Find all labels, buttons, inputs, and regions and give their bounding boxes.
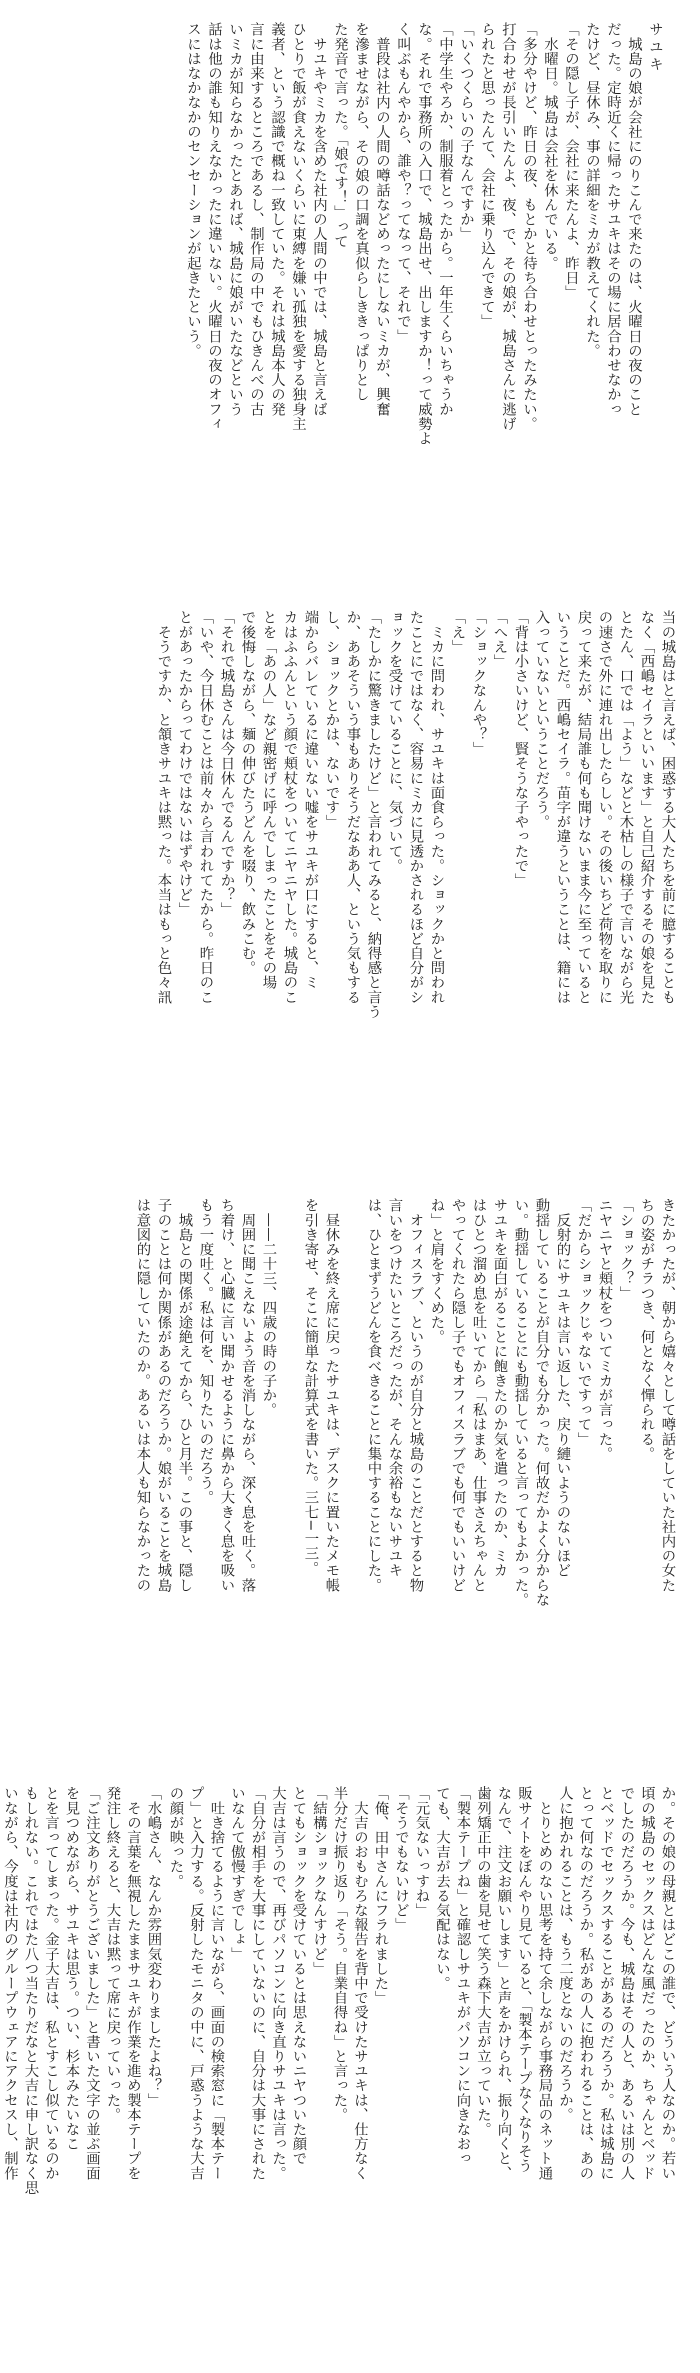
- text-column: 大吉のおもむろな報告を背中で受けたサユキは、仕方なく: [352, 1786, 368, 2181]
- text-column: 「中学生やろか、制服着とったから。一年生くらいちゃうか: [437, 22, 453, 417]
- text-column: その言葉を無視したままサユキが作業を進め製本テープを: [125, 1786, 141, 2181]
- text-column: [342, 1198, 362, 1778]
- story-title: サユキ: [647, 22, 663, 75]
- text-column: 「水嶋さん、なんか雰囲気変わりましたよね？」: [145, 1786, 162, 2108]
- text-column: はひとつ溜め息を吐いてから「私はまあ、仕事さえちゃんと: [470, 1198, 487, 1593]
- text-column: し、ショックとかは、ないです」: [323, 610, 340, 829]
- text-column: 「元気ないっすね」: [413, 1786, 430, 1918]
- text-column: 「自分が相手を大事にしていないのに、自分は大事にされた: [249, 1786, 266, 2181]
- text-column: でしたのだろうか。今も、城島はその人と、あるいは別の人: [618, 1786, 635, 2181]
- text-column: 頃の城島のセックスはどんな風だったのか、ちゃんとベッド: [639, 1786, 655, 2181]
- text-column: 動揺していることが自分でも分かった。何故だかよく分からな: [533, 1198, 550, 1607]
- text-column: カはふふんという顔で頬杖をついてニヤニヤした。城島のこ: [281, 610, 298, 1005]
- text-column: 「結構ショックなんすけど」: [311, 1786, 327, 1976]
- text-column: オフィスラブ、というのが自分と城島のことだとすると物: [407, 1198, 424, 1593]
- text-column: 人に抱かれることは、もう二度とないのだろうか。: [557, 1786, 573, 2122]
- text-column: とベッドでセックスすることがあるのだろうか。私は城島に: [598, 1786, 614, 2181]
- text-column: 反射的にサユキは言い返した、戻り縺いようのないほど: [554, 1198, 571, 1578]
- text-column: いなんて傲慢すぎでしょ」: [229, 1786, 245, 1962]
- text-column: 「へえ」: [491, 610, 508, 669]
- text-column: だった。定時近くに帰ったサユキはその場に居合わせなかっ: [605, 22, 621, 417]
- text-column: やってくれたら隠し子でもオフィスラブでも何でもいいけど: [449, 1198, 466, 1593]
- text-column: たけど、昼休み、事の詳細をミカが教えてくれた。: [584, 22, 600, 358]
- text-column: 「たしかに驚きましたけど」と言われてみると、納得感と言う: [365, 610, 382, 1019]
- text-column: 普段は社内の人間の噂話などめったにしないミカが、興奮: [374, 22, 390, 417]
- text-column: きたかったが、朝から嬉々として噂話をしていた社内の女た: [659, 1198, 676, 1593]
- text-column: い。動揺していることにも動揺していると言ってもよかった。: [512, 1198, 529, 1607]
- text-column: ニヤニヤと頬杖をついてミカが言った。: [596, 1198, 613, 1461]
- text-column: 「ショックなんや？」: [470, 610, 487, 756]
- text-column: ね」と肩をすくめた。: [428, 1198, 445, 1344]
- text-column: 「俺、田中さんにフラれました」: [372, 1786, 389, 2005]
- text-column: 水曜日。城島は会社を休んでいる。: [542, 22, 558, 271]
- text-column: 大吉は言うので、再びパソコンに向き直りサユキは言った。: [270, 1786, 286, 2181]
- text-column: 話は他の誰も知りえなかったに違いない。火曜日の夜のオフィ: [206, 22, 222, 431]
- text-column: で後悔しながら、麺の伸びたうどんを啜り、飲みこむ。: [239, 610, 256, 975]
- text-column: 「背は小さいけど、賢そうな子やったで」: [512, 610, 529, 888]
- text-column: 城島との関係が途絶えてから、ひと月半。この事と、隠し: [176, 1198, 193, 1593]
- text-block-1: [0, 22, 700, 602]
- text-column: たことにではなく、容易にミカに見透かされるほど自分がシ: [407, 610, 424, 1005]
- text-column: 「その隠し子が、会社に来たんよ、昨日」: [563, 22, 579, 300]
- text-column: いうことだ。西嶋セイラ。苗字が違うということは、籍には: [554, 610, 571, 1005]
- text-column: 戻って来たが、結局誰も何も聞けないまま今に至っていると: [575, 610, 592, 1005]
- text-column: ても、大吉が去る気配はない。: [434, 1786, 450, 1991]
- text-column: 端からバレているに違いない嘘をサユキが口にすると、ミ: [302, 610, 319, 990]
- text-column: は、ひとまずうどんを食べきることに集中することにした。: [365, 1198, 382, 1593]
- text-column: なんで、注文お願いします」と声をかけられ、振り向くと、: [495, 1786, 512, 2181]
- text-column: は意図的に隠していたのか。あるいは本人も知らなかったの: [134, 1198, 151, 1593]
- text-column: か。その娘の母親とはどこの誰で、どういう人なのか。若い: [659, 1786, 676, 2181]
- text-column: いミカが知らなかったとあれば、城島に娘がいたなどという: [227, 22, 243, 417]
- text-column: 「ショック？」: [617, 1198, 634, 1301]
- text-column: か、ああそういう事もありそうだなああ人、という気もする: [344, 610, 361, 1005]
- text-column: 言に由来するところであるし、制作局の中でもひきんべの古: [248, 22, 264, 417]
- text-column: とを「あの人」など親密げに呼んでしまったことをその場: [260, 610, 277, 990]
- text-column: 打合わせが長引いたんよ、夜、で、その娘が、城島さんに逃げ: [500, 22, 516, 431]
- text-column: られたと思ったんて、会社に乗り込んできて」: [479, 22, 495, 329]
- text-column: く叫ぶもんやから、誰や？ってなって、それで」: [395, 22, 411, 344]
- text-column: 義者、という認識で概ね一致していた。それは城島本人の発: [269, 22, 285, 417]
- text-column: とって何なのだろうか。私があの人に抱われることは、あの: [577, 1786, 594, 2181]
- text-block-3: [0, 1198, 700, 1778]
- text-column: 歯列矯正中の歯を見せて笑う森下大吉が立っていた。: [475, 1786, 491, 2137]
- text-column: 吐き捨てるように言いながら、画面の検索窓に「製本テー: [208, 1786, 225, 2181]
- text-column: な。それで事務所の入口で、城島出せ、出しますか！って威勢よ: [416, 22, 432, 446]
- text-column: とりとめのない思考を持て余しながら事務局品のネット通: [536, 1786, 553, 2181]
- text-column: そうですか、と頷きサユキは黙った。本当はもっと色々訊: [155, 610, 172, 1005]
- text-column: プ」と入力する。反射したモニタの中に、戸惑うような大吉: [188, 1786, 204, 2181]
- text-column: 発注し終えると、大吉は黙って席に戻っていった。: [104, 1786, 121, 2122]
- text-column: 昼休みを終え席に戻ったサユキは、デスクに置いたメモ帳: [323, 1198, 340, 1593]
- text-column: 子のことは何か関係があるのだろうか。娘がいることを城島: [155, 1198, 172, 1593]
- text-column: 「いや、今日休むことは前々から言われてたから。昨日のこ: [197, 610, 214, 1005]
- text-column: ——二十三、四歳の時の子か。: [260, 1198, 277, 1417]
- text-column: サユキやミカを含めた社内の人間の中では、城島と言えば: [311, 22, 327, 417]
- text-column: 「ご注文ありがとうございました」と書いた文字の並ぶ画面: [84, 1786, 100, 2181]
- text-column: の顔が映った。: [167, 1786, 184, 1889]
- text-column: 半分だけ振り返り「そう。自業自得ね」と言った。: [331, 1786, 348, 2122]
- text-column: もう一度吐く。私は何を、知りたいのだろう。: [197, 1198, 214, 1505]
- text-column: なく「西嶋セイラといいます」と自己紹介するその娘を見た: [638, 610, 655, 1005]
- text-column: 入っていないということだろう。: [533, 610, 550, 829]
- text-column: を引き寄せ、そこに簡単な計算式を書いた。三七−一三。: [302, 1198, 319, 1576]
- text-column: 言いをつけたいところだったが、そんな余裕もないサユキ: [386, 1198, 403, 1578]
- text-column: 「製本テープね」と確認しサユキがパソコンに向きなおっ: [454, 1786, 471, 2166]
- text-column: とてもショックを受けているとは思えないニヤついた顔で: [290, 1786, 307, 2166]
- text-column: を滲ませながら、その娘の口調を真似らしききっぱりとし: [353, 22, 369, 402]
- text-column: 販サイトをぼんやり見ていると、「製本テープなくなりそう: [516, 1786, 532, 2173]
- text-column: もしれない。これではた八つ当たりだなと大吉に申し訳なく思: [22, 1786, 39, 2195]
- text-column: ひとりで飯が食えないくらいに東縛を嫌い孤独を愛する独身主: [290, 22, 306, 431]
- text-column: スにはなかなかのセンセーションが起きたという。: [185, 22, 201, 358]
- text-column: ち着け、と心臓に言い聞かせるように鼻から大きく息を吸い: [218, 1198, 235, 1593]
- text-column: 「え」: [449, 610, 466, 654]
- text-column: サユキを面白がることに飽きたのか気を遣ったのか、ミカ: [491, 1198, 508, 1578]
- text-column: ちの姿がチラつき、何となく憚られる。: [638, 1198, 655, 1461]
- text-column: 城島の娘が会社にのりこんで来たのは、火曜日の夜のこと: [626, 22, 642, 417]
- text-column: 「多分やけど、昨日の夜、もとかと待ち合わせとったみたい。: [521, 22, 537, 431]
- text-column: 周囲に聞こえないよう音を消しながら、深く息を吐く。落: [239, 1198, 256, 1593]
- text-column: ミカに問われ、サユキは面食らった。ショックかと問われ: [428, 610, 445, 1005]
- text-column: [279, 1198, 299, 1778]
- text-block-4: [0, 1786, 700, 2366]
- text-column: を見つめながら、サユキは思う。つい、杉本みたいなこ: [63, 1786, 80, 2151]
- text-column: とがあったからってわけではないはずやけど」: [176, 610, 193, 917]
- text-column: とを言ってしまった。金子大吉は、私とすこし似ているのか: [43, 1786, 59, 2181]
- text-column: ョックを受けていることに、気づいて。: [386, 610, 403, 873]
- text-block-2: [0, 610, 700, 1190]
- text-column: 当の城島はと言えば、困惑する大人たちを前に臆することも: [659, 610, 676, 1005]
- text-column: の速さで外に連れ出したらしい。その後いちど荷物を取りに: [596, 610, 613, 1005]
- text-column: いながら、今度は社内のグループウェアにアクセスし、制作: [2, 1786, 18, 2181]
- text-column: とたん、口では「よう」などと木枯しの様子で言いながら光: [617, 610, 634, 1005]
- text-column: 「だからショックじゃないですって」: [575, 1198, 592, 1447]
- text-column: た発音で言った。「娘です！」って: [332, 22, 348, 249]
- text-column: 「それで城島さんは今日休んでるんですか？」: [218, 610, 235, 917]
- text-column: 「いくつくらいの子なんですか」: [458, 22, 474, 241]
- text-column: 「そうでもないけど」: [393, 1786, 409, 1932]
